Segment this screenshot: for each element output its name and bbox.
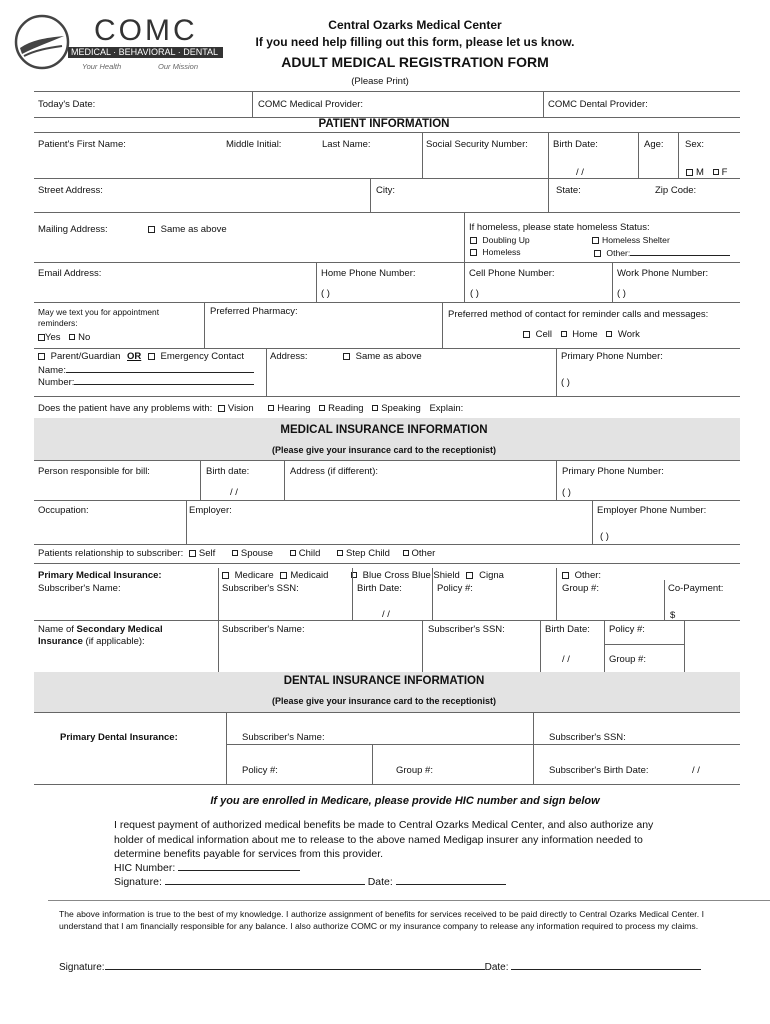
secondary-group-field[interactable]: Group #: — [609, 654, 646, 665]
employer-phone-paren: ( ) — [600, 531, 609, 542]
dental-group-field[interactable]: Group #: — [396, 765, 433, 776]
dental-subscriber-ssn-field[interactable]: Subscriber's SSN: — [549, 732, 626, 743]
cigna-checkbox[interactable] — [466, 572, 473, 579]
policy-field[interactable]: Policy #: — [437, 583, 473, 594]
other-carrier-checkbox[interactable] — [562, 572, 569, 579]
birth-date-slashes: / / — [576, 167, 584, 178]
subscriber-name-field[interactable]: Subscriber's Name: — [38, 583, 121, 594]
secondary-birth-slashes: / / — [562, 654, 570, 665]
logo-motto-left: Your Health — [82, 62, 122, 71]
relationship-row: Patients relationship to subscriber: Self Spouse Child Step Child Other — [38, 548, 436, 559]
footer-attestation: The above information is true to the best of my knowledge. I authorize assignment of benefits for services received to be paid directly to Central Ozarks Medical Center. I understand that I am financially responsible for any balance. I also authorize COMC or my insurance company to release any information required to process my claims. — [59, 909, 704, 931]
help-note: If you need help filling out this form, please let us know. — [255, 35, 575, 49]
secondary-policy-field[interactable]: Policy #: — [609, 624, 645, 635]
text-yes-checkbox[interactable] — [38, 334, 45, 341]
age-field[interactable]: Age: — [644, 139, 664, 150]
pref-work-checkbox[interactable] — [606, 331, 612, 337]
homeless-status-label: If homeless, please state homeless Status: — [469, 222, 650, 233]
ssn-field[interactable]: Social Security Number: — [426, 139, 528, 150]
dental-insurance-sub: (Please give your insurance card to the receptionist) — [271, 696, 497, 706]
medicare-checkbox[interactable] — [222, 572, 229, 579]
dental-subscriber-name-field[interactable]: Subscriber's Name: — [242, 732, 325, 743]
dental-policy-field[interactable]: Policy #: — [242, 765, 278, 776]
dental-subscriber-birth-field[interactable]: Subscriber's Birth Date: — [549, 765, 649, 776]
problems-row: Does the patient have any problems with: Vision Hearing Reading Speaking Explain: — [38, 403, 464, 414]
emergency-checkbox[interactable] — [148, 353, 155, 360]
medicare-auth-line-1: I request payment of authorized medical benefits be made to Central Ozarks Medical Center, and also authorize any — [114, 819, 654, 831]
secondary-subscriber-name-field[interactable]: Subscriber's Name: — [222, 624, 305, 635]
dental-insurance-heading: DENTAL INSURANCE INFORMATION — [283, 675, 485, 687]
speaking-checkbox[interactable] — [372, 405, 378, 411]
patient-info-heading: PATIENT INFORMATION — [318, 118, 450, 130]
logo — [14, 12, 226, 74]
medical-provider-field[interactable]: COMC Medical Provider: — [258, 99, 364, 110]
footer-signature-field[interactable]: Signature: Date: — [59, 961, 701, 973]
person-responsible-field[interactable]: Person responsible for bill: — [38, 466, 150, 477]
contact-pref-label: Preferred method of contact for reminder calls and messages: — [448, 309, 709, 320]
text-no-checkbox[interactable] — [69, 334, 75, 340]
male-checkbox[interactable] — [686, 169, 693, 176]
other-carrier-option: Other: — [562, 570, 601, 581]
pref-cell-checkbox[interactable] — [523, 331, 530, 338]
secondary-subscriber-ssn-field[interactable]: Subscriber's SSN: — [428, 624, 505, 635]
medicare-auth-line-2: holder of medical information about me to release to the above named Medigap insurer any information needed to — [114, 834, 643, 846]
print-note: (Please Print) — [351, 76, 409, 87]
subscriber-ssn-field[interactable]: Subscriber's SSN: — [222, 583, 299, 594]
shelter-option: Homeless Shelter — [592, 235, 670, 246]
group-field[interactable]: Group #: — [562, 583, 599, 594]
explain-field[interactable]: Explain: — [429, 403, 464, 414]
birth-date-field[interactable]: Birth Date: — [553, 139, 598, 150]
copay-field[interactable]: Co-Payment: — [668, 583, 724, 594]
dental-birth-slashes: / / — [692, 765, 700, 776]
responsible-phone-paren: ( ) — [562, 487, 571, 498]
guardian-checkbox[interactable] — [38, 353, 45, 360]
employer-field[interactable]: Employer: — [189, 505, 232, 516]
city-field[interactable]: City: — [376, 185, 395, 196]
copay-dollar: $ — [670, 610, 676, 621]
org-name: Central Ozarks Medical Center — [328, 18, 502, 32]
medicare-auth-line-3: determine benefits payable for services from this provider. — [114, 848, 384, 860]
logo-motto-right: Our Mission — [158, 62, 199, 71]
pref-home-checkbox[interactable] — [561, 331, 567, 337]
email-field[interactable]: Email Address: — [38, 268, 102, 279]
rel-stepchild-checkbox[interactable] — [337, 550, 343, 556]
homeless-checkbox[interactable] — [470, 249, 477, 256]
form-title: ADULT MEDICAL REGISTRATION FORM — [281, 54, 549, 70]
contact-pref-options: Cell Home Work — [523, 329, 640, 340]
sex-options: M F — [686, 167, 727, 178]
guardian-address-field[interactable]: Address: — [270, 351, 308, 362]
rel-self-checkbox[interactable] — [189, 550, 196, 557]
responsible-address-field[interactable]: Address (if different): — [290, 466, 379, 477]
todays-date-field[interactable]: Today's Date: — [38, 99, 96, 110]
sex-field: Sex: — [685, 139, 705, 150]
guardian-same-checkbox[interactable] — [343, 353, 350, 360]
work-phone-paren: ( ) — [617, 288, 626, 299]
guardian-phone-field[interactable]: Primary Phone Number: — [561, 351, 663, 362]
dental-provider-field[interactable]: COMC Dental Provider: — [548, 99, 648, 110]
home-phone-field[interactable]: Home Phone Number: — [321, 268, 416, 279]
logo-swoosh-icon — [14, 14, 70, 70]
cell-phone-field[interactable]: Cell Phone Number: — [469, 268, 555, 279]
secondary-birth-field[interactable]: Birth Date: — [545, 624, 590, 635]
occupation-field[interactable]: Occupation: — [38, 505, 89, 516]
first-name-field[interactable]: Patient's First Name: — [38, 139, 126, 150]
subscriber-birth-slashes: / / — [382, 609, 390, 620]
guardian-number-field[interactable]: Number: — [38, 376, 254, 388]
vision-checkbox[interactable] — [218, 405, 225, 412]
guardian-same-option: Same as above — [343, 351, 422, 362]
other-homeless-option: Other: — [594, 247, 730, 259]
doubling-up-option: Doubling Up — [470, 235, 530, 246]
text-reminder-question: May we text you for appointment — [38, 307, 160, 317]
primary-medical-label: Primary Medical Insurance: — [38, 570, 162, 581]
shelter-checkbox[interactable] — [592, 237, 599, 244]
work-phone-field[interactable]: Work Phone Number: — [617, 268, 709, 279]
female-checkbox[interactable] — [713, 169, 719, 175]
footer-divider — [48, 900, 770, 901]
guardian-name-field[interactable]: Name: — [38, 364, 254, 376]
homeless-option: Homeless — [470, 247, 521, 258]
text-reminder-question-2: reminders: — [38, 318, 78, 328]
secondary-insurance-label: Name of Secondary Medical — [38, 624, 163, 635]
responsible-birth-field[interactable]: Birth date: — [206, 466, 250, 477]
subscriber-birth-field[interactable]: Birth Date: — [357, 583, 402, 594]
text-reminder-options: Yes No — [38, 332, 90, 343]
primary-dental-label: Primary Dental Insurance: — [60, 732, 178, 743]
middle-initial-field[interactable]: Middle Initial: — [226, 139, 282, 150]
responsible-birth-slashes: / / — [230, 487, 238, 498]
mailing-address-field[interactable]: Mailing Address: — [38, 224, 108, 235]
employer-phone-field[interactable]: Employer Phone Number: — [597, 505, 707, 516]
medical-insurance-heading: MEDICAL INSURANCE INFORMATION — [280, 424, 488, 436]
medicaid-checkbox[interactable] — [280, 572, 287, 579]
street-address-field[interactable]: Street Address: — [38, 185, 103, 196]
same-as-above-checkbox[interactable] — [148, 226, 155, 233]
medicare-signature-field[interactable]: Signature: Date: — [114, 876, 506, 889]
hearing-checkbox[interactable] — [268, 405, 274, 411]
home-phone-paren: ( ) — [321, 288, 330, 299]
hic-number-field[interactable]: HIC Number: — [114, 862, 300, 875]
logo-name: COMC — [94, 14, 198, 47]
doubling-up-checkbox[interactable] — [470, 237, 477, 244]
pharmacy-field[interactable]: Preferred Pharmacy: — [210, 306, 298, 317]
other-homeless-checkbox[interactable] — [594, 250, 601, 257]
last-name-field[interactable]: Last Name: — [322, 139, 371, 150]
medical-insurance-sub: (Please give your insurance card to the receptionist) — [271, 445, 497, 455]
rel-child-checkbox[interactable] — [290, 550, 296, 556]
same-as-above-option: Same as above — [148, 224, 227, 235]
primary-carriers: Medicare Medicaid Blue Cross Blue Shield Cigna — [222, 570, 504, 581]
guardian-phone-paren: ( ) — [561, 377, 570, 388]
zip-field[interactable]: Zip Code: — [655, 185, 697, 196]
medicare-heading: If you are enrolled in Medicare, please provide HIC number and sign below — [210, 795, 600, 807]
responsible-phone-field[interactable]: Primary Phone Number: — [562, 466, 664, 477]
rel-spouse-checkbox[interactable] — [232, 550, 238, 556]
secondary-insurance-label-2: Insurance (if applicable): — [38, 636, 145, 647]
state-field[interactable]: State: — [556, 185, 581, 196]
cell-phone-paren: ( ) — [470, 288, 479, 299]
logo-tagline: MEDICAL · BEHAVIORAL · DENTAL — [68, 47, 223, 58]
reading-checkbox[interactable] — [319, 405, 325, 411]
guardian-emergency-label: Parent/Guardian OR Emergency Contact — [38, 351, 244, 362]
rel-other-checkbox[interactable] — [403, 550, 409, 556]
